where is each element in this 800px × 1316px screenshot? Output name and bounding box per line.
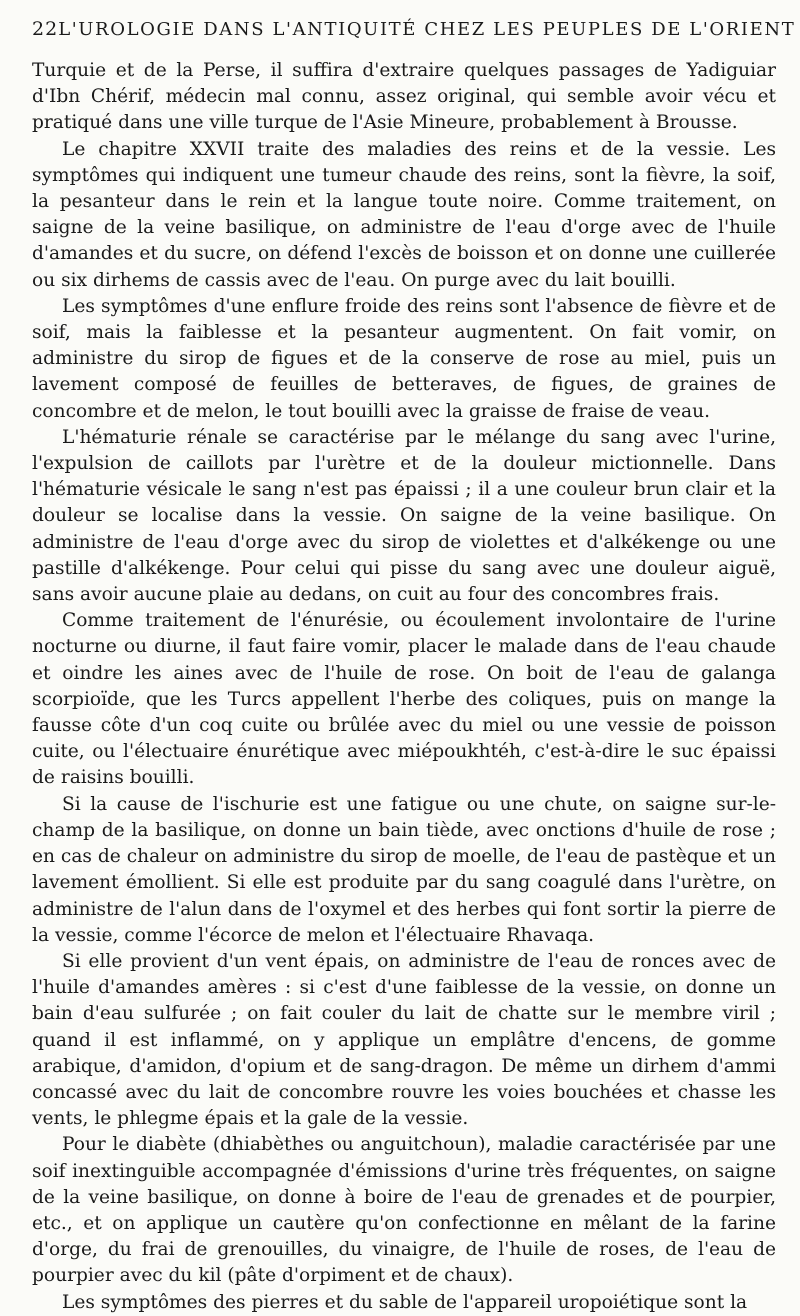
paragraph-stones: Les symptômes des pierres et du sable de l'appareil uropoiétique sont la [62, 1291, 748, 1313]
paragraph-ischuria: Si la cause de l'ischurie est une fatigue ou une chute, on saigne sur-le-champ de la basilique, on donne un bain tiède, avec onctions d'huile de rose ; en cas de chaleur on administre du sirop de moelle, de l'eau de pastèque et un lavement émollient. Si elle est produite par du sang coagulé dans l'urètre, on administre de l'alun dans de l'oxymel et des herbes qui font sortir la pierre de la vessie, comme l'écorce de melon et l'électuaire Rhavaqa. [32, 793, 776, 946]
page-header [32, 18, 796, 58]
paragraph-thick-wind: Si elle provient d'un vent épais, on administre de l'eau de ronces avec de l'huile d'amandes amères : si c'est d'une faiblesse de la vessie, on donne un bain d'eau sulfurée ; on fait couler du lait de chatte sur le membre viril ; quand il est inflammé, on y applique un emplâtre d'encens, de gomme arabique, d'amidon, d'opium et de sang-dragon. De même un dirhem d'ammi concassé avec du lait de concombre rouvre les voies bouchées et chasse les vents, le phlegme épais et la gale de la vessie. [32, 950, 776, 1130]
paragraph-diabetes: Pour le diabète (dhiabèthes ou anguitchoun), maladie caractérisée par une soif inextinguible accompagnée d'émissions d'urine très fréquentes, on saigne de la veine basilique, on donne à boire de l'eau de grenades et de pourpier, etc., et on applique un cautère qu'on confectionne en mêlant de la farine d'orge, du frai de grenouilles, du vinaigre, de l'huile de roses, de l'eau de pourpier avec du kil (pâte d'orpiment et de chaux). [32, 1134, 776, 1287]
paragraph-kidney-diseases: Le chapitre XXVII traite des maladies des reins et de la vessie. Les symptômes qui indiquent une tumeur chaude des reins, sont la fièvre, la soif, la pesanteur dans le rein et la langue toute noire. Comme traitement, on saigne de la veine basilique, on administre de l'eau d'orge avec de l'huile d'amandes et du sucre, on défend l'excès de boisson et on donne une cuillerée ou six dirhems de cassis avec de l'eau. On purge avec du lait bouilli. [32, 138, 776, 291]
paragraph-enuresis: Comme traitement de l'énurésie, ou écoulement involontaire de l'urine nocturne ou diurne, il faut faire vomir, placer le malade dans de l'eau chaude et oindre les aines avec de l'huile de rose. On boit de l'eau de galanga scorpioïde, que les Turcs appellent l'herbe des coliques, puis on mange la fausse côte d'un coq cuite ou brûlée avec du miel ou une vessie de poisson cuite, ou l'électuaire énurétique avec miépoukhtéh, c'est-à-dire le suc épaissi de raisins bouilli. [32, 610, 776, 789]
running-title: L'UROLOGIE DANS L'ANTIQUITÉ CHEZ LES PEUPLES DE L'ORIENT [58, 19, 796, 40]
body-text [32, 58, 776, 1316]
paragraph-hematuria: L'hématurie rénale se caractérise par le mélange du sang avec l'urine, l'expulsion de caillots par l'urètre et de la douleur mictionnelle. Dans l'hématurie vésicale le sang n'est pas épaissi ; il a une couleur brun clair et la douleur se localise dans la vessie. On saigne de la veine basilique. On administre de l'eau d'orge avec du sirop de violettes et d'alkékenge ou une pastille d'alkékenge. Pour celui qui pisse du sang avec une douleur aiguë, sans avoir aucune plaie au dedans, on cuit au four des concombres frais. [32, 426, 776, 606]
paragraph-cold-swelling: Les symptômes d'une enflure froide des reins sont l'absence de fièvre et de soif, mais la faiblesse et la pesanteur augmentent. On fait vomir, on administre du sirop de figues et de la conserve de rose au miel, puis un lavement composé de feuilles de betteraves, de figues, de graines de concombre et de melon, le tout bouilli avec la graisse de fraise de veau. [32, 295, 776, 422]
page-number: 22 [32, 18, 59, 40]
paragraph-continuation: Turquie et de la Perse, il suffira d'extraire quelques passages de Yadiguiar d'Ibn Chérif, médecin mal connu, assez original, qui semble avoir vécu et pratiqué dans une ville turque de l'Asie Mineure, probablement à Brousse. [32, 60, 776, 134]
